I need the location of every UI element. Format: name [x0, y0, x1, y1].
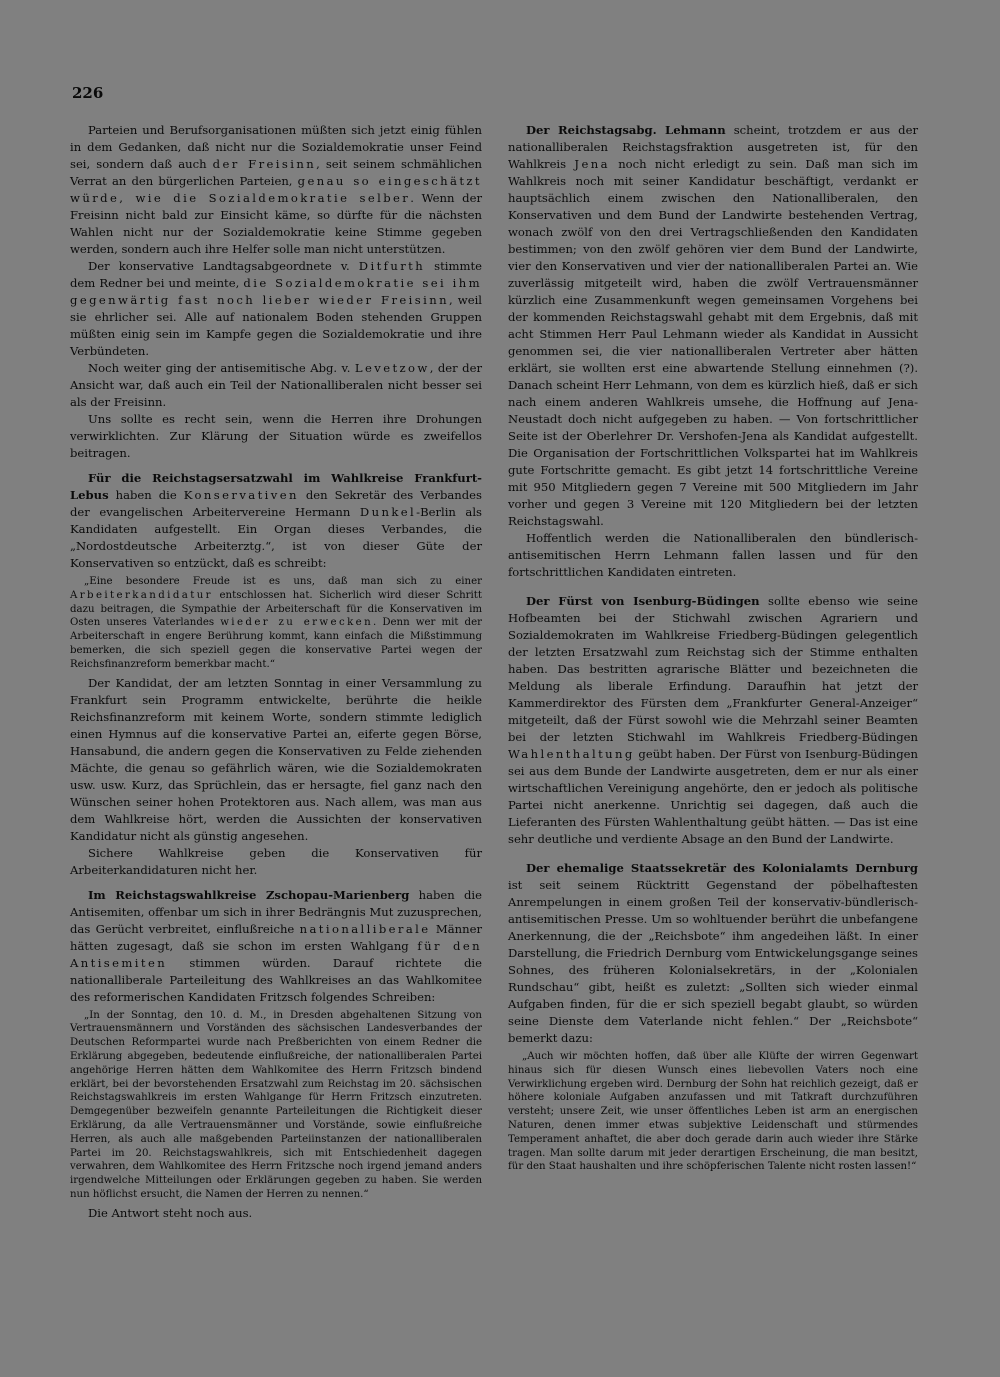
text-run: Noch weiter ging der antisemitische Abg. v.	[88, 361, 355, 375]
section-lead: Der Fürst von Isenburg-Büdingen	[526, 594, 760, 608]
spaced-text: Konservativen	[183, 488, 299, 502]
text-run: entschlossen hat. Sicherlich wird dieser Schritt dazu beitragen, die Sympathie der Arbeiterschaft für die Konservativen im Osten unseres Vaterlandes	[70, 589, 482, 629]
spaced-text: Jena	[574, 157, 610, 171]
spaced-text: für den Antisemiten	[70, 938, 482, 970]
paragraph	[70, 470, 482, 572]
spaced-text: die Sozialdemokratie sei ihm gegenwärtig fast noch lieber wieder Freisinn	[70, 276, 482, 307]
paragraph: Uns sollte es recht sein, wenn die Herren ihre Drohungen verwirklichten. Zur Klärung der Situation würde es zweifellos beitragen.	[70, 412, 482, 460]
section-lead: Für die Reichstagsersatzwahl im Wahlkreise Frankfurt-Lebus	[70, 471, 482, 502]
text-run: „Eine besondere Freude ist es uns, daß man sich zu einer	[84, 576, 482, 587]
paragraph: Die Antwort steht noch aus.	[88, 1205, 253, 1220]
spaced-text: Arbeiterkandidatur	[70, 589, 213, 601]
text-run: -Berlin als Kandidaten aufgestellt. Ein Organ dieses Verbandes, die „Nordostdeutsche Arbeiterztg.“, ist von dieser Güte der Konservativen so entzückt, daß es schreibt:	[70, 505, 482, 570]
text-run: stimmen würden. Darauf richtete die nationalliberale Parteileitung des Wahlkreises an das Wahlkomitee des reformerischen Kandidaten Fritzsch folgendes Schreiben:	[70, 955, 482, 1004]
quotation	[70, 575, 482, 672]
spaced-text: Wahlenthaltung	[508, 747, 635, 761]
text-run: , der der Ansicht war, daß auch ein Teil der Nationalliberalen nicht besser sei als der Freisinn.	[70, 361, 482, 409]
paragraph: Der Kandidat, der am letzten Sonntag in einer Versammlung zu Frankfurt sein Programm entwickelte, berührte die heikle Reichsfinanzreform mit keinem Worte, sondern stimmte lediglich einen Hymnus auf die konservative Partei an, eiferte gegen Börse, Hansabund, die andern gegen die Konservativen zu Felde ziehenden Mächte, die genau so gefährlich wären, wie die Sozialdemokraten usw. usw. Kurz, das Sprüchlein, das er hersagte, fiel ganz nach den Wünschen seiner hohen Protektoren aus. Nach allem, was man aus dem Wahlkreise hört, werden die Aussichten der konservativen Kandidatur nicht als günstig angesehen.	[70, 675, 482, 843]
text-run: scheint, trotzdem er aus der nationalliberalen Reichstagsfraktion ausgetreten ist, für den Wahlkreis	[508, 123, 919, 171]
paragraph	[70, 360, 482, 411]
text-run: , seit seinem schmählichen Verrat an den bürgerlichen Parteien,	[70, 157, 482, 188]
left-column	[70, 122, 482, 1222]
quotation: „Auch wir möchten hoffen, daß über alle Klüfte der wirren Gegenwart hinaus sich für diesen Wunsch eines liebevollen Vaters noch eine Verwirklichung ergeben wird. Dernburg der Sohn hat reichlich gezeigt, daß er höhere koloniale Aufgaben anzufassen und mit Tatkraft durchzuführen versteht; unsere Zeit, wie unser öffentliches Leben ist arm an energischen Naturen, denen immer etwas subjektive Leidenschaft und stürmendes Temperament anhaftet, die aber doch gerade darin auch wieder ihre Stärke tragen. Man sollte darum mit jeder derartigen Erscheinung, die man besitzt, für den Staat haushalten und ihre schöpferischen Talente nicht rosten lassen!“	[508, 1051, 918, 1173]
paragraph	[70, 887, 482, 1006]
section-lead: Der ehemalige Staatssekretär des Kolonialamts Dernburg	[526, 861, 918, 875]
page-number: 226	[72, 84, 104, 102]
text-run: sollte ebenso wie seine Hofbeamten bei der Stichwahl zwischen Agrariern und Sozialdemokraten im Wahlkreise Friedberg-Büdingen gelegentlich der letzten Ersatzwahl zum Reichstag sich der Stimme enthalten haben. Das bestritten agrarische Blätter und bezeichneten die Meldung als liberale Erfindung. Daraufhin hat jetzt der Kammerdirektor des Fürsten dem „Frankfurter General-Anzeiger“ mitgeteilt, daß der Fürst sowohl wie die Mehrzahl seiner Beamten bei der letzten Stichwahl im Wahlkreis Friedberg-Büdingen	[508, 594, 918, 744]
spaced-text: nationalliberale	[299, 921, 431, 936]
spaced-text: Levetzow	[354, 361, 430, 375]
text-run: . Denn wer mit der Arbeiterschaft in engere Berührung kommt, kann einfach die Mißstimmung bemerken, die sich speziell gegen die konservative Partei wegen der Reichsfinanzreform bemerkbar macht.“	[70, 617, 482, 670]
paragraph: Sichere Wahlkreise geben die Konservativen für Arbeiterkandidaturen nicht her.	[70, 845, 482, 877]
spaced-text: Dunkel	[359, 505, 417, 519]
text-run: haben die	[108, 488, 184, 502]
paragraph	[70, 122, 482, 258]
paragraph	[508, 593, 918, 848]
text-run: stimmte dem Redner bei und meinte,	[70, 259, 482, 290]
text-run: Männer hätten zugesagt, daß sie schon im ersten Wahlgang	[70, 921, 482, 953]
paragraph: Hoffentlich werden die Nationalliberalen den bündlerisch-antisemitischen Herrn Lehmann fallen lassen und für den fortschrittlichen Kandidaten eintreten.	[508, 531, 918, 579]
text-run: , weil sie ehrlicher sei. Alle auf nationalem Boden stehenden Gruppen müßten einig sein im Kampfe gegen die Sozialdemokratie und ihre Verbündeten.	[70, 293, 482, 358]
section-lead: Der Reichstagsabg. Lehmann	[526, 123, 726, 137]
text-run: haben die Antisemiten, offenbar um sich in ihrer Bedrängnis Mut zuzusprechen, das Gerücht verbreitet, einflußreiche	[70, 887, 482, 936]
paragraph	[70, 258, 482, 360]
section-lead: Im Reichstagswahlkreise Zschopau-Marienberg	[88, 887, 410, 902]
quotation: „In der Sonntag, den 10. d. M., in Dresden abgehaltenen Sitzung von Vertrauensmännern und Vorständen des sächsischen Landesverbandes der Deutschen Reformpartei wurde nach Preßberichten von einem Redner die Erklärung abgegeben, bedeutende einflußreiche, der nationalliberalen Partei angehörige Herren hätten dem Wahlkomitee des Herrn Fritzsch bindend erklärt, bei der bevorstehenden Ersatzwahl zum Reichstag im 20. sächsischen Reichstagswahlkreis im ersten Wahlgange für Herrn Fritzsch einzutreten. Demgegenüber bezweifeln genannte Parteileitungen die Richtigkeit dieser Erklärung, da alle Vertrauensmänner und Vorstände, sowie einflußreiche Herren, als auch alle maßgebenden Parteiinstanzen der nationalliberalen Partei im 20. Reichstagswahlkreis, sich mit Entschiedenheit dagegen verwahren, dem Wahlkomitee des Herrn Fritzsche noch irgend jemand anders irgendwelche Mitteilungen oder Erklärungen gegeben zu haben. Sie werden nun höflichst ersucht, die Namen der Herren zu nennen.“	[70, 1009, 482, 1200]
paragraph	[508, 860, 918, 1047]
text-run: geübt haben. Der Fürst von Isenburg-Büdingen sei aus dem Bunde der Landwirte ausgetreten, dem er nur als einer wirtschaftlichen Vereinigung angehörte, den er jedoch als politische Partei nicht anerkenne. Unrichtig sei dagegen, daß auch die Lieferanten des Fürsten Wahlenthaltung geübt hätten. — Das ist eine sehr deutliche und verdiente Absage an den Bund der Landwirte.	[508, 747, 918, 846]
text-run: den Sekretär des Verbandes der evangelischen Arbeitervereine Hermann	[70, 488, 482, 519]
text-run: noch nicht erledigt zu sein. Daß man sich im Wahlkreis noch mit seiner Kandidatur beschäftigt, verdankt er hauptsächlich einem zwischen den Nationalliberalen, den Konservativen und dem Bund der Landwirte bestehenden Vertrag, wonach zwölf von den drei Vertragschließenden den Kandidaten bestimmen; von den zwölf gehören vier dem Bund der Landwirte, vier den Konservativen und vier der nationalliberalen Partei an. Wie zuverlässig mitgeteilt wird, haben die zwölf Vertrauensmänner kürzlich eine Zusammenkunft wegen gemeinsamen Vorgehens bei der kommenden Reichstagswahl gehabt mit dem Ergebnis, daß mit acht Stimmen Herr Paul Lehmann wieder als Kandidat in Aussicht genommen sei, die vier nationalliberalen Vertreter aber hätten erklärt, sie wollten erst eine abwartende Stellung einnehmen (?). Danach scheint Herr Lehmann, von dem es kürzlich hieß, daß er sich nach einem anderen Wahlkreis umsehe, die Hoffnung auf Jena-Neustadt doch nicht aufgegeben zu haben. — Von fortschrittlicher Seite ist der Oberlehrer Dr. Vershofen-Jena als Kandidat aufgestellt. Die Organisation der Fortschrittlichen Volkspartei hat im Wahlkreis gute Fortschritte gemacht. Es gibt jetzt 14 fortschrittliche Vereine mit 950 Mitgliedern gegen 7 Vereine mit 500 Mitgliedern im Jahr vorher und gegen 3 Vereine mit 120 Mitgliedern bei der letzten Reichstagswahl.	[508, 157, 918, 528]
text-run: Der konservative Landtagsabgeordnete v.	[88, 259, 359, 273]
right-column	[508, 122, 918, 1177]
spaced-text: wieder zu erwecken	[220, 617, 374, 629]
spaced-text: der Freisinn	[212, 157, 317, 171]
spaced-text: genau so eingeschätzt würde, wie die Sozialdemokratie selber	[70, 174, 482, 205]
text-run: ist seit seinem Rücktritt Gegenstand der pöbelhaftesten Anrempelungen in einem großen Teil der konservativ-bündlerisch-antisemitischen Presse. Um so wohltuender berührt die unbefangene Anerkennung, die der „Reichsbote“ ihm angedeihen läßt. In einer Darstellung, die Friedrich Dernburg vom Entwickelungsgange seines Sohnes, des früheren Kolonialsekretärs, in der „Kolonialen Rundschau“ gibt, heißt es zuletzt: „Sollten sich wieder einmal Aufgaben finden, für die er sich speziell begabt glaubt, so würden seine Dienste dem Vaterlande nicht fehlen.“ Der „Reichsbote“ bemerkt dazu:	[508, 878, 918, 1045]
text-run: . Wenn der Freisinn nicht bald zur Einsicht käme, so dürfte für die nächsten Wahlen nicht nur der Sozialdemokratie keine Stimme gegeben werden, sondern auch ihre Helfer solle man nicht unterstützen.	[70, 191, 482, 256]
spaced-text: Ditfurth	[358, 259, 426, 273]
text-run: Parteien und Berufsorganisationen müßten sich jetzt einig fühlen in dem Gedanken, daß nicht nur die Sozialdemokratie unser Feind sei, sondern daß auch	[70, 123, 482, 171]
paragraph	[508, 122, 918, 530]
